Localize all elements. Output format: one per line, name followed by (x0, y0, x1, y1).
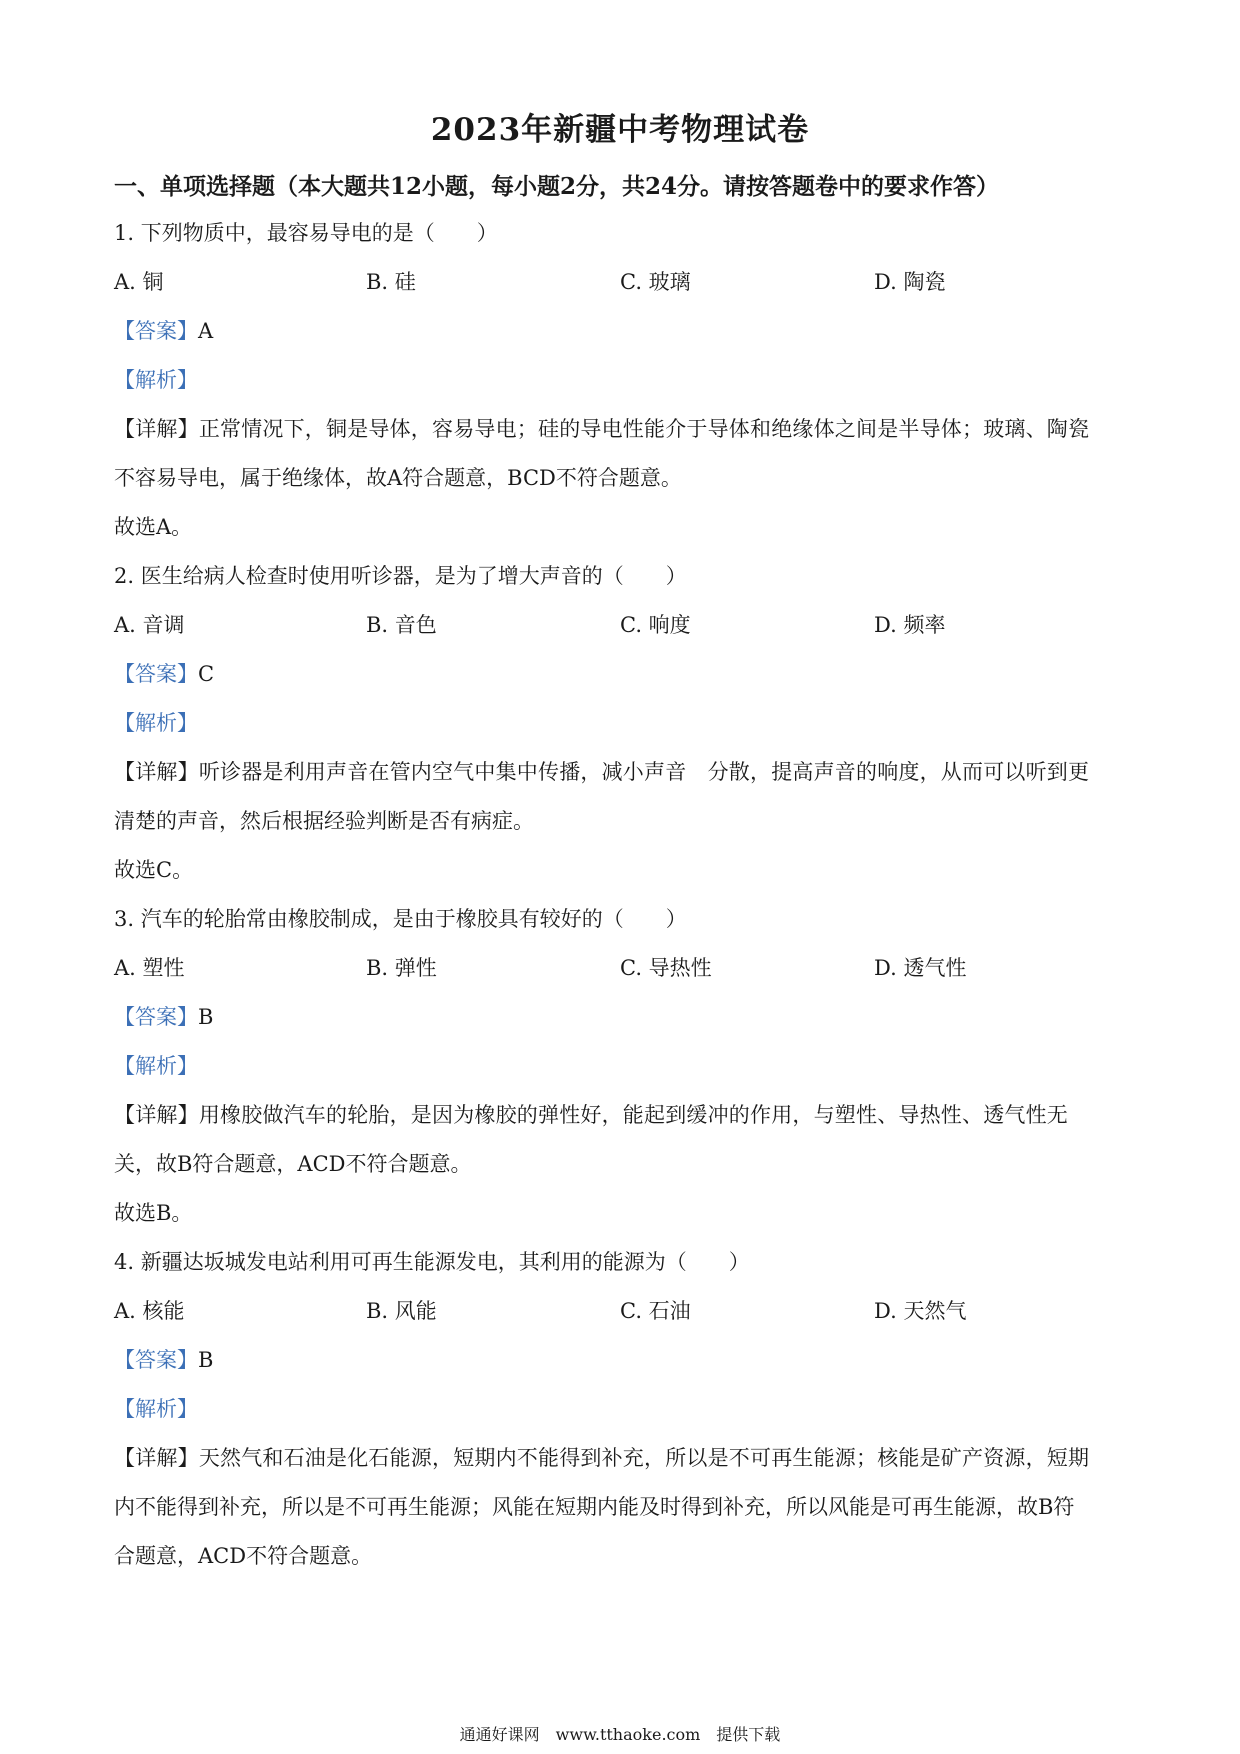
question-1-stem: 1. 下列物质中，最容易导电的是（ ） (114, 221, 498, 245)
question-2-detail-line-1 (114, 757, 1089, 787)
option-b: B. 硅 (366, 270, 416, 294)
question-2-answer (114, 659, 214, 689)
question-4-detail-line-2: 内不能得到补充，所以是不可再生能源；风能在短期内能及时得到补充，所以风能是可再生能源，故B符 (114, 1495, 1075, 1519)
detail-text: 用橡胶做汽车的轮胎，是因为橡胶的弹性好，能起到缓冲的作用，与塑性、导热性、透气性无 (198, 1103, 1069, 1127)
answer-value: C (198, 662, 215, 686)
page-title: 2023年新疆中考物理试卷 (430, 112, 810, 148)
question-3-analysis (114, 1051, 198, 1081)
analysis-tag: 【解析】 (114, 368, 198, 392)
option-b: B. 音色 (366, 613, 437, 637)
question-1-analysis (114, 365, 198, 395)
question-4-detail-line-3: 合题意，ACD不符合题意。 (114, 1544, 373, 1568)
option-a: A. 铜 (114, 270, 164, 294)
option-a: A. 塑性 (114, 956, 185, 980)
option-a: A. 音调 (114, 613, 185, 637)
question-1-detail-line-1 (114, 414, 1089, 444)
question-1-answer (114, 316, 213, 346)
option-d: D. 陶瓷 (874, 270, 946, 294)
answer-tag: 【答案】 (114, 1348, 198, 1372)
question-4-answer (114, 1345, 213, 1375)
answer-value: B (198, 1005, 214, 1029)
option-a: A. 核能 (114, 1299, 185, 1323)
question-3-answer (114, 1002, 213, 1032)
question-2-analysis (114, 708, 198, 738)
question-3-detail-line-1 (114, 1100, 1068, 1130)
detail-tag: 【详解】 (114, 760, 199, 784)
option-b: B. 风能 (366, 1299, 437, 1323)
question-3-detail-line-2: 关，故B符合题意，ACD不符合题意。 (114, 1152, 472, 1176)
question-3-conclusion: 故选B。 (114, 1201, 193, 1225)
analysis-tag: 【解析】 (114, 1397, 198, 1421)
option-d: D. 天然气 (874, 1299, 967, 1323)
question-4-analysis (114, 1394, 198, 1424)
option-c: C. 响度 (620, 613, 691, 637)
detail-tag: 【详解】 (114, 417, 199, 441)
option-c: C. 玻璃 (620, 270, 691, 294)
answer-tag: 【答案】 (114, 1005, 198, 1029)
answer-value: B (198, 1348, 214, 1372)
answer-tag: 【答案】 (114, 662, 198, 686)
page-footer: 通通好课网 www.tthaoke.com 提供下载 (459, 1725, 781, 1744)
question-2-conclusion: 故选C。 (114, 858, 194, 882)
option-c: C. 石油 (620, 1299, 691, 1323)
answer-value: A (198, 319, 214, 343)
detail-text: 正常情况下，铜是导体，容易导电；硅的导电性能介于导体和绝缘体之间是半导体；玻璃、陶瓷 (198, 417, 1090, 441)
option-d: D. 频率 (874, 613, 946, 637)
question-2-detail-line-2: 清楚的声音，然后根据经验判断是否有病症。 (114, 809, 534, 833)
detail-tag: 【详解】 (114, 1103, 199, 1127)
question-3-stem: 3. 汽车的轮胎常由橡胶制成，是由于橡胶具有较好的（ ） (114, 907, 687, 931)
question-4-stem: 4. 新疆达坂城发电站利用可再生能源发电，其利用的能源为（ ） (114, 1250, 750, 1274)
option-d: D. 透气性 (874, 956, 967, 980)
option-c: C. 导热性 (620, 956, 712, 980)
question-1-conclusion: 故选A。 (114, 515, 193, 539)
question-1-detail-line-2: 不容易导电，属于绝缘体，故A符合题意，BCD不符合题意。 (114, 466, 682, 490)
detail-text: 天然气和石油是化石能源，短期内不能得到补充，所以是不可再生能源；核能是矿产资源，短期 (198, 1446, 1090, 1470)
detail-text: 听诊器是利用声音在管内空气中集中传播，减小声音 分散，提高声音的响度，从而可以听到更 (198, 760, 1090, 784)
answer-tag: 【答案】 (114, 319, 198, 343)
section-heading: 一、单项选择题（本大题共12小题，每小题2分，共24分。请按答题卷中的要求作答） (114, 173, 1000, 200)
detail-tag: 【详解】 (114, 1446, 199, 1470)
option-b: B. 弹性 (366, 956, 437, 980)
analysis-tag: 【解析】 (114, 1054, 198, 1078)
question-4-detail-line-1 (114, 1443, 1089, 1473)
analysis-tag: 【解析】 (114, 711, 198, 735)
question-2-stem: 2. 医生给病人检查时使用听诊器，是为了增大声音的（ ） (114, 564, 687, 588)
